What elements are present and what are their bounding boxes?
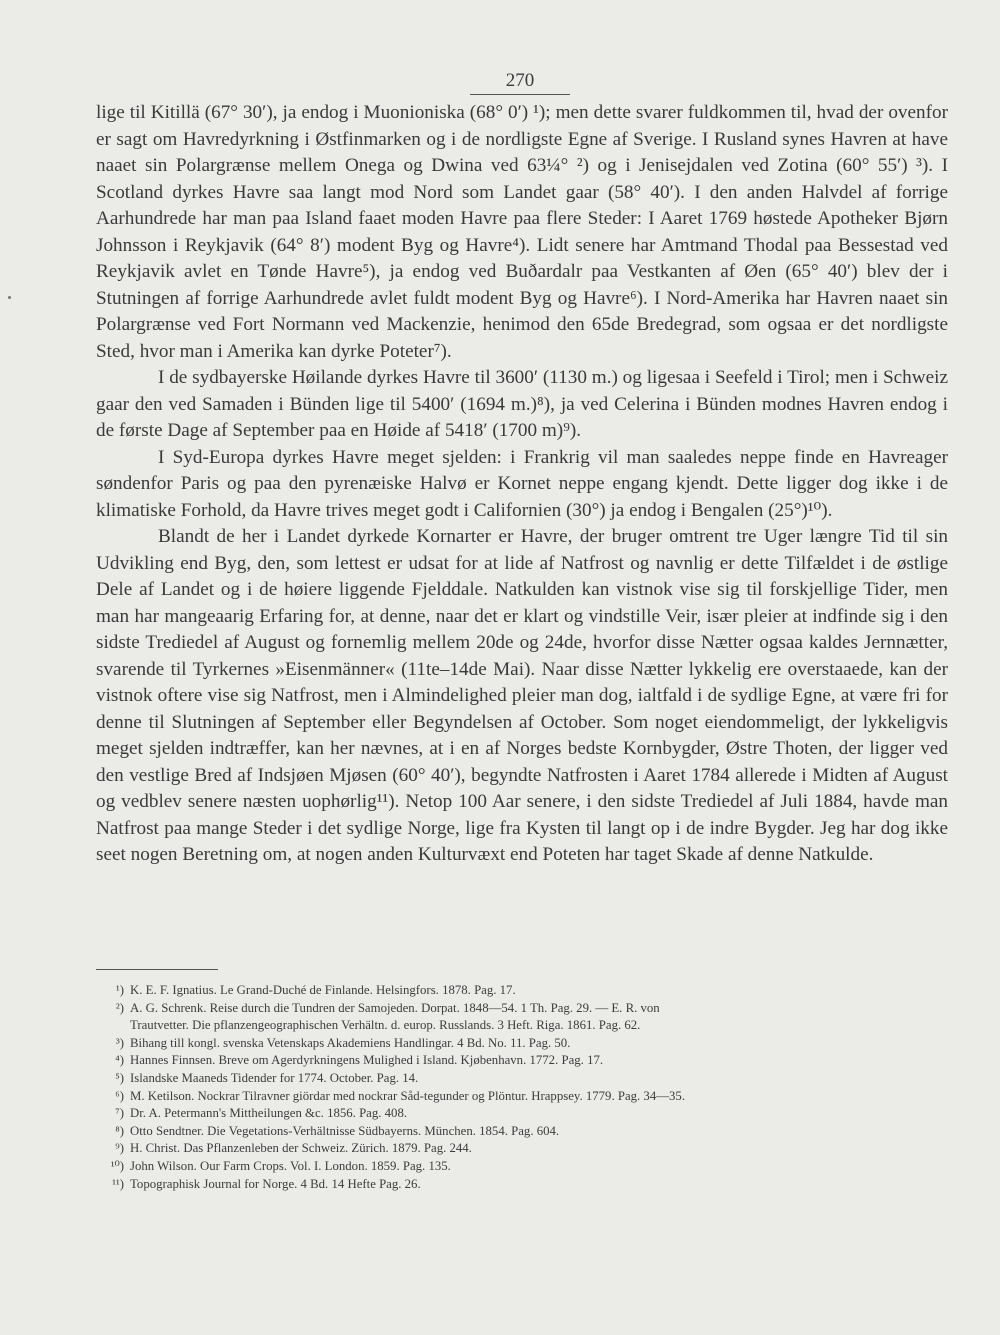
footnote-number: ¹) xyxy=(115,983,124,997)
footnote-text: Topographisk Journal for Norge. 4 Bd. 14 Hefte Pag. 26. xyxy=(130,1176,421,1191)
paragraph: Blandt de her i Landet dyrkede Kornarter er Havre, der bruger omtrent tre Uger længre Tid til sin Udvikling end Byg, den, som lettest er udsat for at lide af Natfrost og navnlig er dette Tilfældet i de østlige Dele af Landet og i de høiere liggende Fjelddale. Natkulden kan vistnok vise sig til forskjellige Tider, men man har mangeaarig Erfaring for, at denne, naar det er klart og vindstille Veir, især pleier at indfinde sig i den sidste Trediedel af August og fornemlig mellem 20de og 24de, hvorfor disse Nætter ogsaa kaldes Jernnætter, svarende til Tyrkernes »Eisenmänner« (11te–14de Mai). Naar disse Nætter lykkelig ere overstaaede, kan der vistnok oftere vise sig Natfrost, men i Almindelighed pleier man dog, ialtfald i de sydlige Egne, at være fri for denne til Slutningen af September eller Begyndelsen af October. Som noget eiendommeligt, der lykkeligvis meget sjelden indtræffer, kan her nævnes, at i en af Norges bedste Kornbygder, Østre Thoten, der ligger ved den vestlige Bred af Indsjøen Mjøsen (60° 40′), begyndte Natfrosten i Aaret 1784 allerede i Midten af August og vedblev senere næsten uophørlig¹¹). Netop 100 Aar senere, i den sidste Trediedel af Juli 1884, havde man Natfrost paa mange Steder i det sydlige Norge, lige fra Kysten til langt op i de indre Bygder. Jeg har dog ikke seet nogen Beretning om, at nogen anden Kulturvæxt end Poteten har taget Skade af denne Natkulde. xyxy=(96,526,948,865)
footnote-number: ⁸) xyxy=(115,1123,124,1138)
footnote-number: ²) xyxy=(115,1000,124,1015)
footnote xyxy=(96,1176,948,1194)
footnote xyxy=(96,982,948,1000)
footnote-text: Otto Sendtner. Die Vegetations-Verhältnisse Südbayerns. München. 1854. Pag. 604. xyxy=(130,1123,560,1138)
footnote-text: John Wilson. Our Farm Crops. Vol. I. London. 1859. Pag. 135. xyxy=(130,1158,451,1173)
footnote-number: ³) xyxy=(115,1035,124,1050)
footnote-continuation: Trautvetter. Die pflanzengeographischen Verhältn. d. europ. Russlands. 3 Heft. Riga. 1861. Pag. 62. xyxy=(130,1018,641,1033)
footnote-text: A. G. Schrenk. Reise durch die Tundren der Samojeden. Dorpat. 1848—54. 1 Th. Pag. 29. — E. R. von xyxy=(130,1000,660,1015)
footnote xyxy=(96,1052,948,1070)
footnote xyxy=(96,1070,948,1088)
paragraph: I Syd-Europa dyrkes Havre meget sjelden: i Frankrig vil man saaledes neppe finde en Havreager søndenfor Paris og paa den pyrenæiske Halvø er Kornet neppe engang kjendt. Dette ligger dog ikke i de klimatiske Forhold, da Havre trives meget godt i Californien (30°) ja endog i Bengalen (25°)¹⁰). xyxy=(96,446,948,521)
footnote-text: Dr. A. Petermann's Mittheilungen &c. 1856. Pag. 408. xyxy=(130,1106,408,1121)
footnote-number: ⁴) xyxy=(115,1053,124,1068)
footnote-number: ⁵) xyxy=(115,1070,124,1085)
footnote-text: H. Christ. Das Pflanzenleben der Schweiz. Zürich. 1879. Pag. 244. xyxy=(130,1141,472,1156)
footnote xyxy=(96,1088,948,1106)
footnote-text: K. E. F. Ignatius. Le Grand-Duché de Finlande. Helsingfors. 1878. Pag. 17. xyxy=(130,983,516,997)
footnote-number: ⁷) xyxy=(115,1106,124,1121)
footnote-number: ⁶) xyxy=(115,1088,124,1103)
footnote-text: M. Ketilson. Nockrar Tilravner giördar med nockrar Såd-tegunder og Plöntur. Hrappsey. 1779. Pag. 34—35. xyxy=(130,1088,686,1103)
page-number-rule xyxy=(470,94,570,95)
body-text xyxy=(96,100,948,869)
paragraph: I de sydbayerske Høilande dyrkes Havre til 3600′ (1130 m.) og ligesaa i Seefeld i Tirol; men i Schweiz gaar den ved Samaden i Bünden lige til 5400′ (1694 m.)⁸), ja ved Celerina i Bünden modnes Havren endog i de første Dage af September paa en Høide af 5418′ (1700 m)⁹). xyxy=(96,367,948,441)
footnote-text: Hannes Finnsen. Breve om Agerdyrkningens Mulighed i Island. Kjøbenhavn. 1772. Pag. 17. xyxy=(130,1053,604,1068)
footnote-number: ⁹) xyxy=(115,1141,124,1156)
footnote xyxy=(96,1000,948,1018)
footnote-text: Islandske Maaneds Tidender for 1774. October. Pag. 14. xyxy=(130,1070,419,1085)
footnote-text: Bihang till kongl. svenska Vetenskaps Akademiens Handlingar. 4 Bd. No. 11. Pag. 50. xyxy=(130,1035,571,1050)
paragraph: lige til Kitillä (67° 30′), ja endog i Muonioniska (68° 0′) ¹); men dette svarer fuldkommen til, hvad der ovenfor er sagt om Havredyrkning i Østfinmarken og i de nordligste Egne af Sverige. I Rusland synes Havren at have naaet sin Polargrænse mellem Onega og Dwina ved 63¼° ²) og i Jenisejdalen ved Zotina (60° 55′) ³). I Scotland dyrkes Havre saa langt mod Nord som Landet gaar (58° 40′). I den anden Halvdel af forrige Aarhundrede har man paa Island faaet moden Havre paa flere Steder: I Aaret 1769 høstede Apotheker Bjørn Johnsson i Reykjavik (64° 8′) modent Byg og Havre⁴). Lidt senere har Amtmand Thodal paa Bessestad ved Reykjavik avlet en Tønde Havre⁵), ja endog ved Buðardalr paa Vestkanten af Øen (65° 40′) blev der i Stutningen af forrige Aarhundrede avlet fuldt modent Byg og Havre⁶). I Nord-Amerika har Havren naaet sin Polargrænse ved Fort Normann ved Mackenzie, henimod den 65de Bredegrad, som ogsaa er det nordligste Sted, hvor man i Amerika kan dyrke Poteter⁷). xyxy=(96,102,948,362)
footnotes xyxy=(96,982,948,1193)
footnote xyxy=(96,1158,948,1176)
footnote xyxy=(96,1123,948,1141)
page-number: 270 xyxy=(505,70,535,91)
footnote xyxy=(96,1140,948,1158)
footnote-number: ¹¹) xyxy=(112,1176,124,1191)
footnote-rule xyxy=(96,969,218,970)
footnote xyxy=(96,1105,948,1123)
footnote-number: ¹⁰) xyxy=(110,1158,124,1173)
footnote xyxy=(96,1035,948,1053)
scan-speck xyxy=(8,296,11,299)
